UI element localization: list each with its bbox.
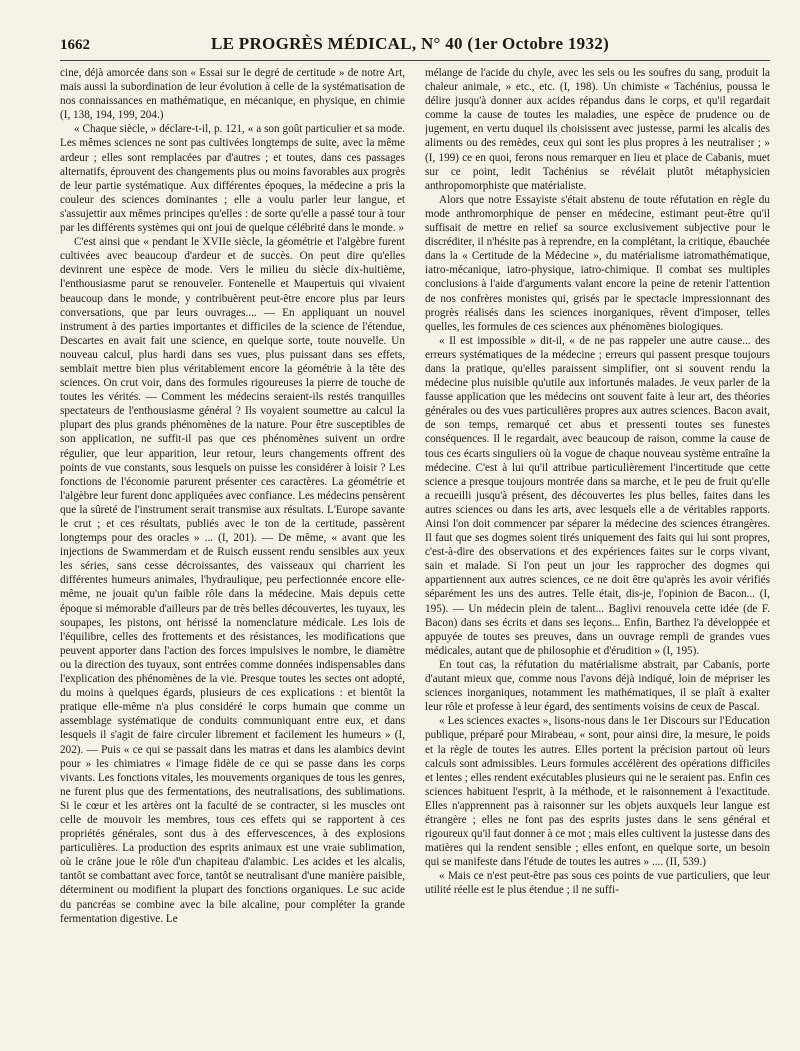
running-title: LE PROGRÈS MÉDICAL, N° 40 (1er Octobre 1932) <box>210 34 610 53</box>
paragraph: « Chaque siècle, » déclare-t-il, p. 121, « a son goût particulier et sa mode. Les mêmes sciences ne sont pas cultivées longtemps de suite, avec la même ardeur ; elles sont remplacées par d'autres ; et toutes, dans ces passages alternatifs, éprouvent des changements plus ou moins favorables aux progrès de leur partie systématique. Aux différentes époques, la médecine a pris la couleur des sciences dominantes ; elle a voulu parler leur langue, et s'assujettir aux mêmes principes qu'elles : de sorte qu'elle a passé tour à tour par les différents systèmes qui ont joui de quelque célébrité dans le monde. » <box>60 123 405 235</box>
paragraph: cine, déjà amorcée dans son « Essai sur le degré de certitude » de notre Art, mais aussi la subordination de leur évolution à celle de la systématisation de nos connaissances en mathématique, en mécanique, en physique, en chimie (I, 138, 194, 199, 204.) <box>60 67 405 122</box>
paragraph: En tout cas, la réfutation du matérialisme abstrait, par Cabanis, porte d'autant mieux que, comme nous l'avons déjà indiqué, loin de mépriser les sciences inorganiques, notamment les mathématiques, il se plaît à exalter leur rôle et professe à leur égard, des sentiments voisins de ceux de Pascal. <box>425 658 770 714</box>
text-columns <box>60 66 770 1041</box>
paragraph: mélange de l'acide du chyle, avec les sels ou les soufres du sang, produit la chaleur animale, » etc., etc. (I, 198). Un chimiste « Tachénius, poussa le délire jusqu'à donner aux acides répandus dans le corps, et qu'il regardait comme la cause de toutes les maladies, une espèce de prudence ou de jugement, en vertu duquel ils choisissent avec justesse, parmi les alcalis des aliments ou des remèdes, ceux qui sont les plus propres à les neutraliser ; » (I, 199) ce en quoi, ferons nous remarquer en lieu et place de Cabanis, muet sur ce point, ledit Tachénius se révélait plutôt métaphysicien anthropomorphiste que matérialiste. <box>425 67 770 192</box>
paragraph: « Mais ce n'est peut-être pas sous ces points de vue particuliers, que leur utilité réelle est le plus étendue ; il ne suffi- <box>425 870 770 897</box>
paragraph: « Il est impossible » dit-il, « de ne pas rappeler une autre cause... des erreurs systématiques de la médecine ; erreurs qui passent presque toujours dans la pratique, qu'elles paraissent simplifier, ont si souvent rendu la médecine plus nuisible qu'utile aux infortunés malades. Je veux parler de la fausse application que les médecins ont souvent faite à leur art, des théories générales ou des vues particulières propres aux autres sciences. Bacon avait, de son temps, remarqué cet abus et pressenti toutes ses funestes conséquences. Il le regardait, avec beaucoup de raison, comme la cause de tous ces écarts singuliers où la vogue de chaque nouveau système entraîne la médecine. C'est à lui qu'il attribue particulièrement l'incertitude que cette science a presque toujours montrée dans sa marche, et le peu de fruit qu'elle a recueilli jusqu'à présent, des découvertes les plus belles, faites dans les autres sciences ou dans les arts, avec lesquels elle a de véritables rapports. Ainsi l'on doit commencer par séparer la médecine des sciences étrangères. Il faut que ses dogmes soient tirés uniquement des faits qui lui sont propres, c'est-à-dire des observations et des expériences faites sur le corps vivant, sain et malade. Si l'on peut un jour les rapprocher des dogmes qui appartiennent aux autres sciences, ce ne doit être qu'après les avoir vérifiés séparément les uns des autres. Telle était, dis-je, l'opinion de Bacon... (I, 195). — Un médecin plein de talent... Baglivi renouvela cette idée (de F. Bacon) dans ses écrits et dans ses leçons... Enfin, Barthez l'a développée et appuyée de toutes ses preuves, dans un ouvrage rempli de grandes vues médicales, autant que de philosophie et d'érudition » (I, 195). <box>425 334 770 657</box>
page-header <box>60 34 770 61</box>
left-column <box>60 66 405 1041</box>
paragraph: « Les sciences exactes », lisons-nous dans le 1er Discours sur l'Education publique, préparé pour Mirabeau, « sont, pour ainsi dire, la mesure, le poids et la règle de toutes les autres. Elles portent la précision partout où leurs calculs sont admissibles. Leurs formules accélèrent des opérations difficiles et lentes ; elles rendent exécutables plusieurs qui ne le seraient pas. Enfin ces sciences habituent l'esprit, à la méthode, et le raisonnement à l'exactitude. Elles n'apprennent pas à raisonner sur les objets auxquels leur langue est étrangère ; elles ne font pas des esprits justes dans le sens général et rigoureux qu'il faut donner à ce mot ; mais elles cultivent la justesse dans des matières qui la rendent sensible ; elles enfont, en quelque sorte, un besoin qui se manifeste dans l'étude de toutes les autres » .... (II, 539.) <box>425 715 770 869</box>
paragraph: Alors que notre Essayiste s'était abstenu de toute réfutation en règle du mode anthromorphique de penser en médecine, estimant peut-être qu'il suffisait de mettre en relief sa source exclusivement subjective pour le discréditer, il n'hésite pas à reprendre, en la complétant, la critique, ébauchée dans la « Certitude de la Médecine », du matérialisme iatromathématique, iatro-mécanique, iatro-physique, iatro-chimique. Il combat ses multiples conclusions à l'aide d'arguments valant encore la peine de retenir l'attention de nos confrères monistes qui, grisés par le spectacle impressionnant des progrès réalisés dans les sciences inorganiques, rêvent d'imposer, telles quelles, les formules de ces sciences aux phénomènes biologiques. <box>425 193 770 333</box>
paragraph: C'est ainsi que « pendant le XVIIe siècle, la géométrie et l'algèbre furent cultivées avec beaucoup d'ardeur et de succès. On peut dire qu'elles devinrent une espèce de mode. Vers le milieu du siècle dix-huitième, l'enthousiasme parut se renouveler. Fontenelle et Maupertuis qui vivaient beaucoup dans le monde, y contribuèrent peut-être encore plus par leurs conversations, que par leurs ouvrages.... — En appliquant un nouvel instrument à des parties importantes et difficiles de la science de l'étendue, Descartes en avait fait une science, en quelque sorte, toute nouvelle. Un nouveau calcul, plus hardi dans ses vues, plus puissant dans ses effets, semblait mettre bien plus véritablement encore la géométrie à la tête des sciences. On crut voir, dans des formules rigoureuses la pierre de touche de toutes les vérités. — Comment les médecins seraient-ils restés tranquilles spectateurs de l'enthousiasme général ? Ils voyaient soumettre au calcul la plupart des plus grands phénomènes de la nature. Pour être susceptibles de son application, ne suffit-il pas que ces phénomènes suivent un ordre régulier, que leur apparition, leur retour, leurs changements offrent des points de vue constants, sous lesquels on puisse les considérer à loisir ? Les fonctions de l'économie parurent présenter ces caractères. La géométrie et l'algèbre leur furent donc appliquées avec confiance. Les médecins pensèrent que la sûreté de l'instrument serait transmise aux résultats. L'Europe savante le crut ; et ces résultats, publiés avec le ton de la certitude, passèrent longtemps pour des oracles » ... (I, 201). — De même, « avant que les injections de Swammerdam et de Ruisch eussent rendu sensibles aux yeux les séries, sans cesse décroissantes, des vaisseaux qui charrient les différentes humeurs animales, l'hydraulique, peu perfectionnée encore elle-même, ne jouait qu'un faible rôle dans la médecine. Mais depuis cette époque si mémorable d'ailleurs par de très belles découvertes, les tuyaux, les soupapes, les pistons, ont hérissé la nomenclature médicale. Les lois de l'équilibre, celles des frottements et des résistances, les modifications que peuvent apporter dans l'action des forces impulsives le nombre, le diamètre ou la direction des tuyaux, sont entrées comme données indispensables dans l'explication des phénomènes de la vie. Presque toutes les sectes ont adopté, du moins à quelques égards, plusieurs de ces explications : et bientôt la pratique elle-même n'a plus considéré le corps humain que comme un assemblage systématique de conduits communiquant entre eux, et dans lesquels il s'agit de faire circuler librement et facilement les humeurs » (I, 202). — Puis « ce qui se passait dans les matras et dans les alambics devint pour » les chimiatres « l'image fidèle de ce qui se passe dans les corps vivants. Les fonctions vitales, les mouvements organiques de tous les genres, ne furent plus que des fermentations, des neutralisations, des sublimations. Si le cœur et les artères ont la faculté de se contracter, si les muscles ont celle de mouvoir les membres, tous ces effets qui se rapportent à ces propriétés générales, sont dus à des effervescences, à des explosions particulières. La production des esprits animaux est une vraie sublimation, où le crâne joue le rôle d'un chapiteau d'alambic. Les acides et les alcalis, tantôt se combattant avec force, tantôt se neutralisant d'une manière paisible, déterminent ou modifient la plupart des fonctions organiques. Le suc acide du pancréas se combine avec la bile alcaline, pour compléter la grande fermentation digestive. Le <box>60 236 405 925</box>
right-column <box>425 66 770 1041</box>
page-number: 1662 <box>60 37 90 53</box>
